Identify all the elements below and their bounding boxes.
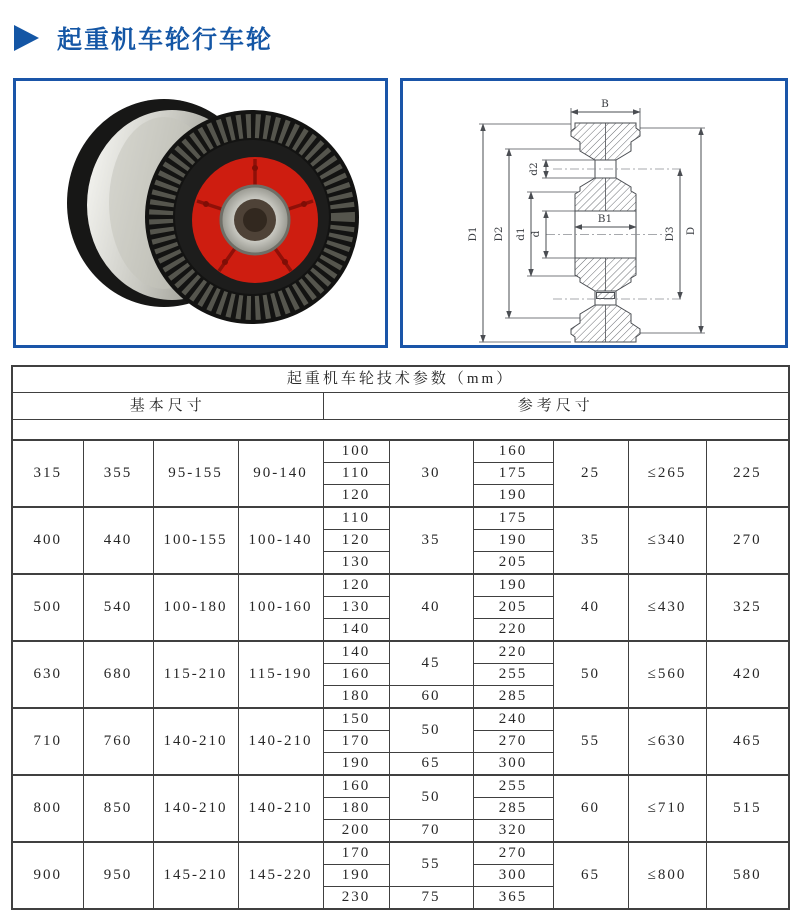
dim-label-B1: B1 [597, 213, 613, 225]
table-cell: 205 [473, 597, 553, 619]
table-cell: 190 [473, 574, 553, 597]
table-cell: 40 [553, 574, 628, 641]
basic-dimensions-header: 基本尺寸 [12, 393, 323, 420]
table-cell: 175 [473, 507, 553, 530]
table-cell: 220 [473, 619, 553, 642]
table-cell: 100 [323, 440, 389, 463]
table-cell: 115-210 [153, 641, 238, 708]
table-cell: 300 [473, 753, 553, 776]
product-photo-panel [13, 78, 388, 348]
table-cell: 140 [323, 641, 389, 664]
page-title: 起重机车轮行车轮 [57, 26, 274, 54]
table-cell: 515 [706, 775, 789, 842]
table-cell: 90-140 [238, 440, 323, 507]
table-cell: 140-210 [153, 708, 238, 775]
page-header [14, 20, 273, 56]
table-cell: 285 [473, 686, 553, 709]
table-cell: 55 [553, 708, 628, 775]
table-cell: 35 [389, 507, 473, 574]
table-cell: 190 [473, 530, 553, 552]
table-cell: 100-180 [153, 574, 238, 641]
table-cell: 325 [706, 574, 789, 641]
table-cell: 440 [83, 507, 153, 574]
dim-label-d: d [530, 230, 542, 238]
table-cell: 35 [553, 507, 628, 574]
table-cell: 205 [473, 552, 553, 575]
table-cell: 45 [389, 641, 473, 686]
table-cell: 190 [323, 865, 389, 887]
table-cell: 900 [12, 842, 83, 909]
table-cell: 240 [473, 708, 553, 731]
table-cell: 300 [473, 865, 553, 887]
dim-label-D: D [685, 226, 697, 236]
table-cell: ≤560 [628, 641, 706, 708]
table-row [12, 507, 789, 530]
table-cell: 230 [323, 887, 389, 910]
table-cell: 200 [323, 820, 389, 843]
table-cell: 110 [323, 507, 389, 530]
table-cell: 140-210 [238, 708, 323, 775]
table-cell: 100-140 [238, 507, 323, 574]
table-cell: 160 [323, 664, 389, 686]
table-cell: 55 [389, 842, 473, 887]
table-cell: 465 [706, 708, 789, 775]
table-cell: 760 [83, 708, 153, 775]
dim-label-d1: d1 [515, 227, 527, 241]
table-cell: 190 [473, 485, 553, 508]
technical-diagram-panel [400, 78, 788, 348]
table-cell: ≤800 [628, 842, 706, 909]
table-cell: 365 [473, 887, 553, 910]
table-cell: 75 [389, 887, 473, 910]
empty-row [12, 420, 789, 441]
table-cell: 115-190 [238, 641, 323, 708]
table-cell: 150 [323, 708, 389, 731]
empty-cell [12, 420, 789, 441]
table-cell: 160 [473, 440, 553, 463]
table-cell: 315 [12, 440, 83, 507]
table-cell: 65 [389, 753, 473, 776]
table-row [12, 641, 789, 664]
table-cell: 50 [389, 708, 473, 753]
table-cell: 25 [553, 440, 628, 507]
table-cell: 950 [83, 842, 153, 909]
table-cell: 110 [323, 463, 389, 485]
crane-wheel-photo [16, 81, 385, 345]
table-cell: 800 [12, 775, 83, 842]
table-cell: 400 [12, 507, 83, 574]
table-cell: 710 [12, 708, 83, 775]
table-cell: 420 [706, 641, 789, 708]
table-row [12, 574, 789, 597]
table-cell: 130 [323, 597, 389, 619]
parameters-table [11, 365, 790, 910]
table-cell: 120 [323, 574, 389, 597]
table-cell: 95-155 [153, 440, 238, 507]
table-cell: 30 [389, 440, 473, 507]
table-cell: 175 [473, 463, 553, 485]
table-cell: ≤265 [628, 440, 706, 507]
table-cell: 540 [83, 574, 153, 641]
table-title: 起重机车轮技术参数（mm） [12, 366, 789, 393]
table-cell: 140-210 [153, 775, 238, 842]
table-cell: 285 [473, 798, 553, 820]
table-row [12, 708, 789, 731]
table-cell: 320 [473, 820, 553, 843]
dim-label-D3: D3 [664, 226, 676, 242]
table-cell: 65 [553, 842, 628, 909]
table-row [12, 775, 789, 798]
table-cell: 500 [12, 574, 83, 641]
table-cell: 850 [83, 775, 153, 842]
table-cell: 630 [12, 641, 83, 708]
table-cell: 50 [553, 641, 628, 708]
table-cell: 680 [83, 641, 153, 708]
table-cell: 60 [553, 775, 628, 842]
table-cell: 60 [389, 686, 473, 709]
table-cell: 270 [473, 731, 553, 753]
table-cell: 355 [83, 440, 153, 507]
table-cell: 170 [323, 842, 389, 865]
table-cell: 180 [323, 798, 389, 820]
table-cell: 220 [473, 641, 553, 664]
table-cell: 140-210 [238, 775, 323, 842]
table-cell: 580 [706, 842, 789, 909]
table-cell: ≤430 [628, 574, 706, 641]
table-cell: ≤340 [628, 507, 706, 574]
table-cell: 50 [389, 775, 473, 820]
table-cell: 160 [323, 775, 389, 798]
table-cell: 145-220 [238, 842, 323, 909]
table-cell: 120 [323, 485, 389, 508]
table-row [12, 842, 789, 865]
table-cell: 130 [323, 552, 389, 575]
table-cell: 100-160 [238, 574, 323, 641]
table-cell: 270 [473, 842, 553, 865]
table-cell: 100-155 [153, 507, 238, 574]
dim-label-d2: d2 [528, 162, 540, 176]
dim-label-B: B [601, 98, 609, 110]
table-cell: ≤710 [628, 775, 706, 842]
table-cell: ≤630 [628, 708, 706, 775]
table-row [12, 440, 789, 463]
table-cell: 70 [389, 820, 473, 843]
dim-label-D1: D1 [467, 226, 479, 242]
dim-label-D2: D2 [493, 226, 505, 242]
table-cell: 140 [323, 619, 389, 642]
table-section-row [12, 393, 789, 420]
table-cell: 225 [706, 440, 789, 507]
table-cell: 120 [323, 530, 389, 552]
arrow-icon [14, 25, 39, 51]
table-cell: 255 [473, 664, 553, 686]
table-title-row [12, 366, 789, 393]
table-cell: 145-210 [153, 842, 238, 909]
table-cell: 270 [706, 507, 789, 574]
reference-dimensions-header: 参考尺寸 [323, 393, 789, 420]
table-cell: 170 [323, 731, 389, 753]
table-cell: 180 [323, 686, 389, 709]
table-cell: 190 [323, 753, 389, 776]
wheel-section-diagram [403, 81, 785, 345]
table-cell: 255 [473, 775, 553, 798]
table-cell: 40 [389, 574, 473, 641]
